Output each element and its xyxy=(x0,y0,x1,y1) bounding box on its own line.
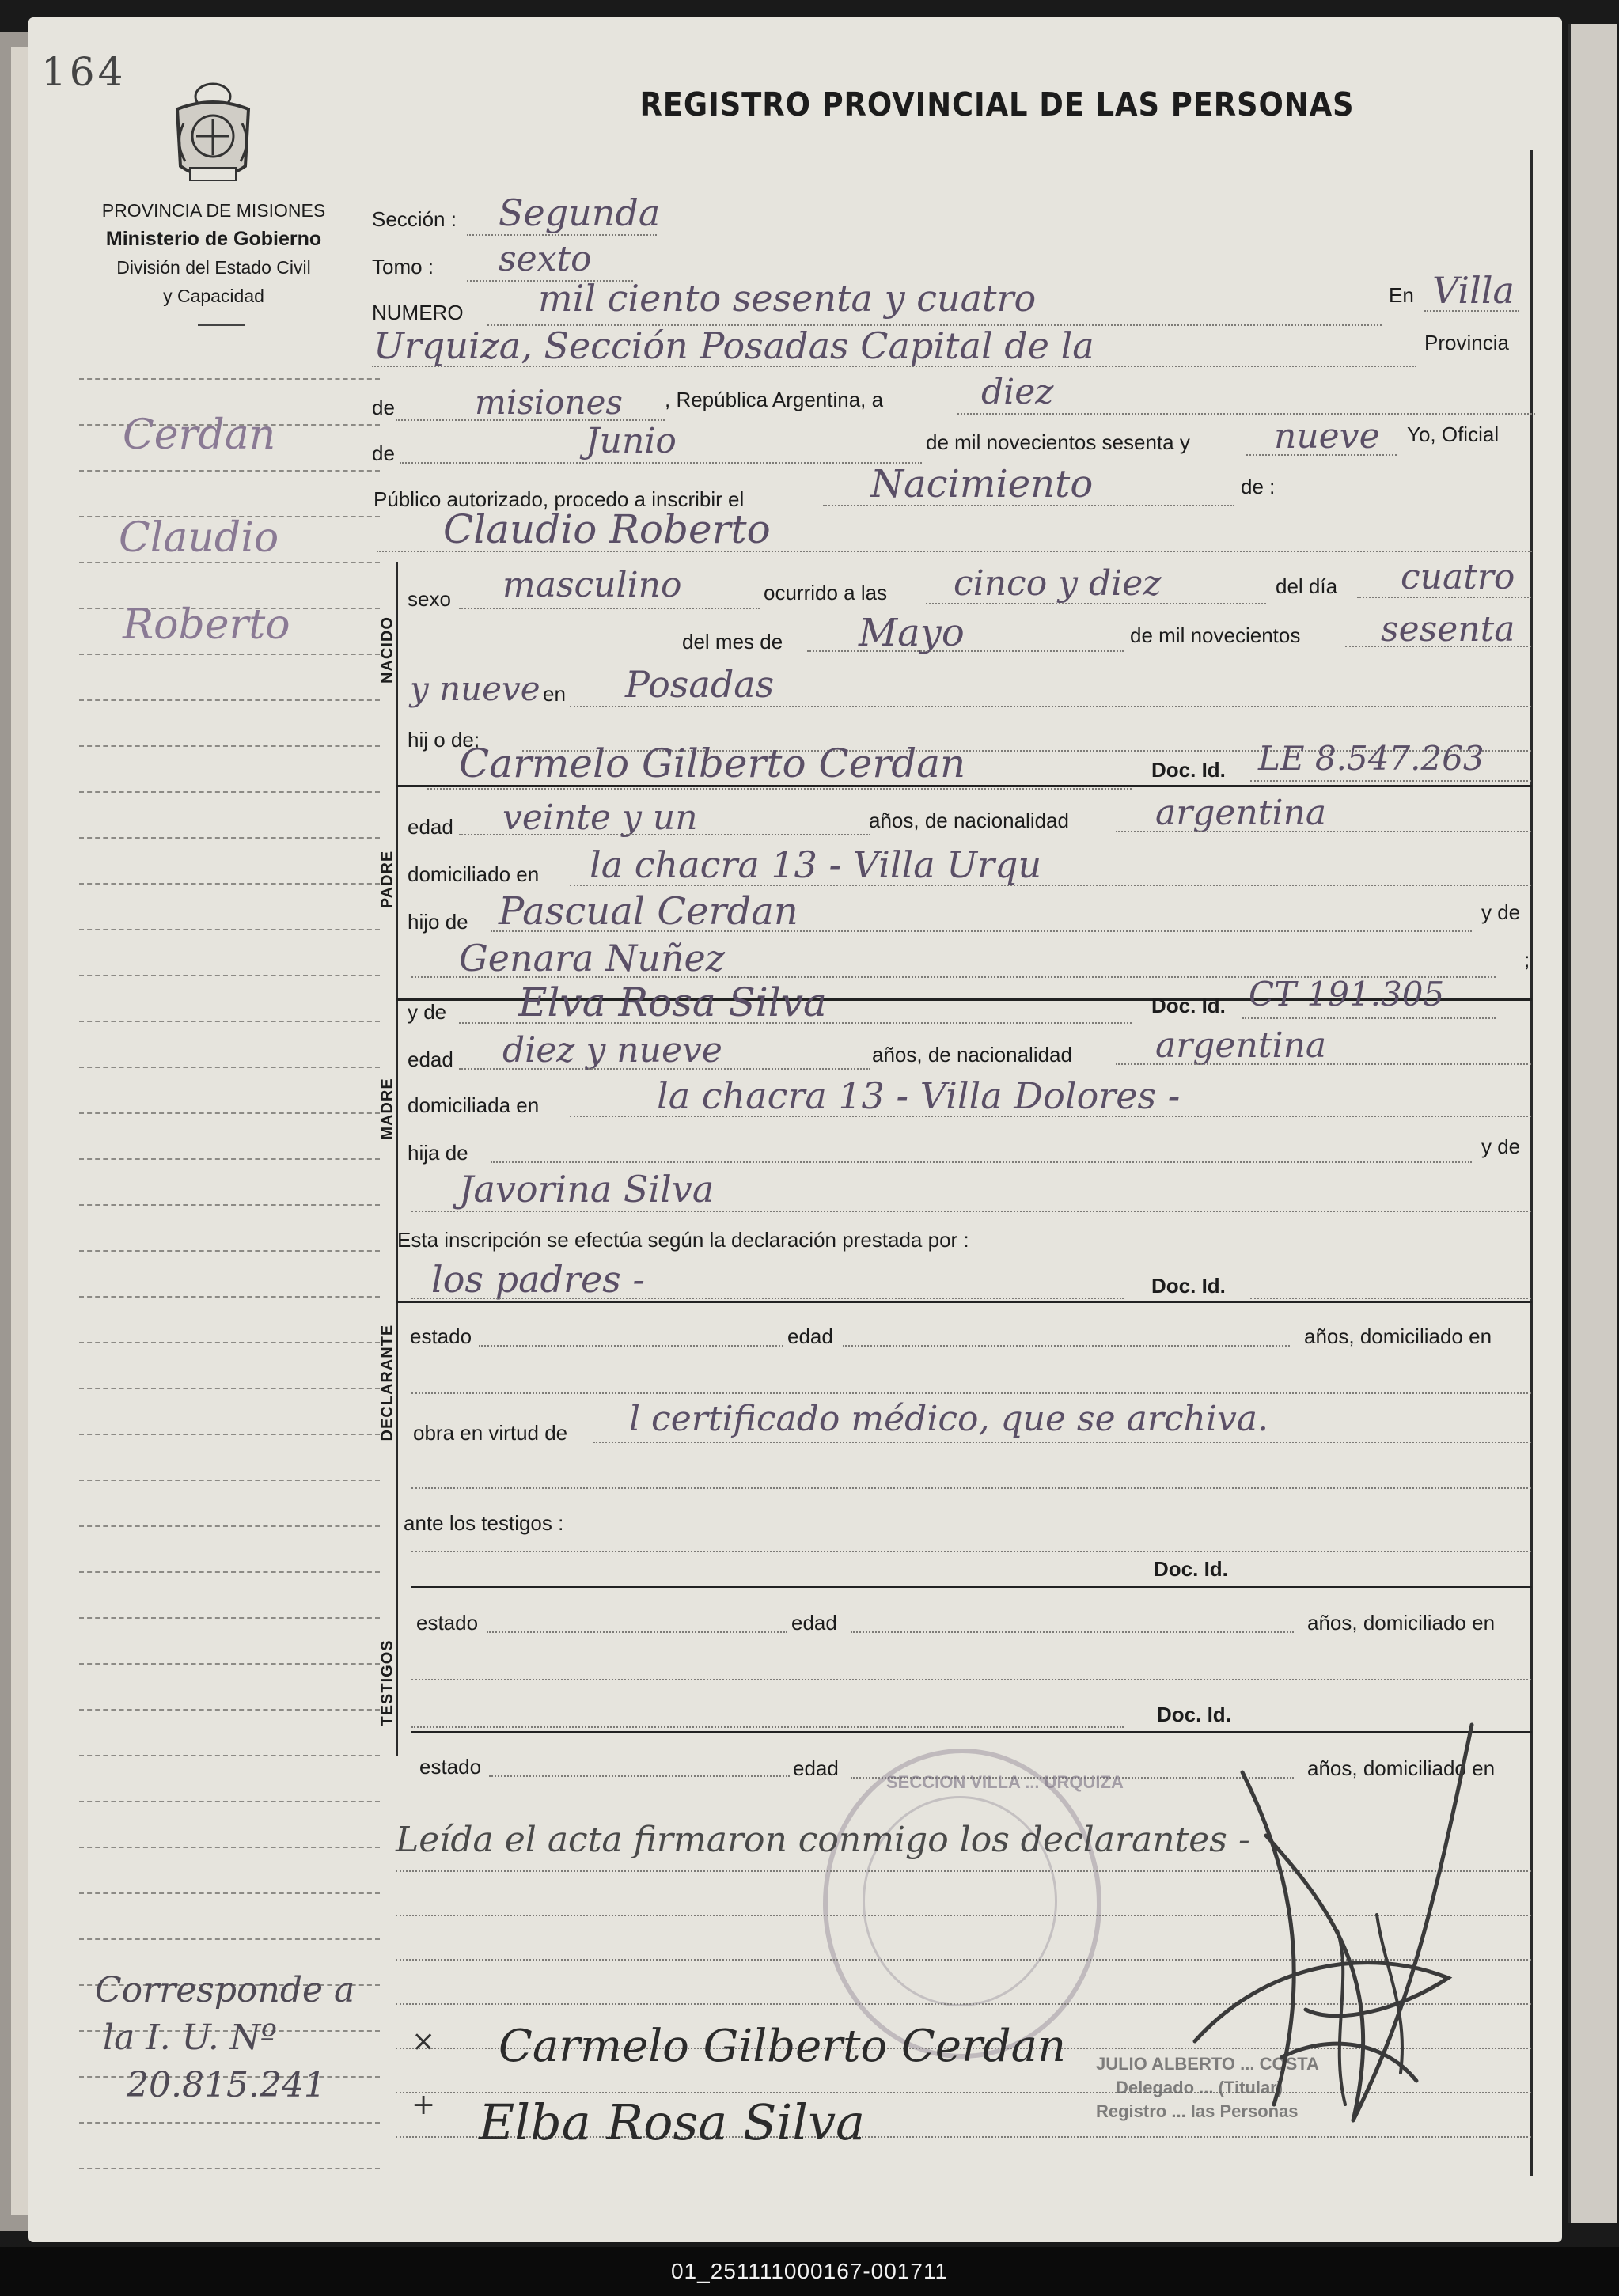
padre-y-de: y de xyxy=(1481,900,1521,924)
margin-rule-line xyxy=(79,1250,380,1252)
nacido-label: NACIDO xyxy=(378,616,396,684)
hijo-label: hij o de; xyxy=(408,728,480,752)
dept-line1: PROVINCIA DE MISIONES xyxy=(101,200,326,221)
padre-y-de2: y de xyxy=(408,1000,447,1024)
margin-rule-line xyxy=(79,1067,380,1068)
padre-edad-label: edad xyxy=(408,815,453,839)
margin-rule-line xyxy=(79,745,380,747)
margin-rule-line xyxy=(79,1434,380,1435)
page-number: 164 xyxy=(41,49,127,95)
margin-rule-line xyxy=(79,699,380,701)
seccion-label: Sección : xyxy=(372,207,457,231)
document-title: REGISTRO PROVINCIAL DE LAS PERSONAS xyxy=(639,85,1355,123)
en-label: En xyxy=(1389,283,1414,307)
testigo2-anios-label: años, domiciliado en xyxy=(1307,1756,1496,1780)
numero-label: NUMERO xyxy=(372,301,464,324)
margin-rule-line xyxy=(79,1938,380,1940)
madre-y-de: y de xyxy=(1481,1135,1521,1158)
margin-rule-line xyxy=(79,1112,380,1114)
padre-dom-value: la chacra 13 - Villa Urqu xyxy=(590,843,1042,886)
mes-dots xyxy=(400,462,922,464)
dept-line2: Ministerio de Gobierno xyxy=(105,228,322,250)
official-title: Delegado ... (Titular) xyxy=(1116,2078,1283,2097)
padre-nac-dots xyxy=(1116,831,1531,832)
margin-rule-line xyxy=(79,1892,380,1894)
margin-rule-line xyxy=(79,1617,380,1619)
cross-mark-1: × xyxy=(411,2025,436,2058)
testigo1-estado-dots xyxy=(487,1631,787,1633)
madre-dom-label: domiciliada en xyxy=(408,1093,540,1117)
declarante-label: DECLARANTE xyxy=(378,1324,396,1442)
testigo1-doc-label: Doc. Id. xyxy=(1154,1557,1228,1581)
margin-rule-line xyxy=(79,883,380,885)
madre-edad-label: edad xyxy=(408,1048,453,1071)
nacido-lugar-dots xyxy=(570,706,1531,707)
testigo1-edad-label: edad xyxy=(791,1611,837,1635)
en-value: Villa xyxy=(1432,269,1515,312)
declarante-nombre-dots xyxy=(411,1298,1124,1299)
declarante-doc-label: Doc. Id. xyxy=(1151,1274,1226,1298)
madre-dom-value: la chacra 13 - Villa Dolores - xyxy=(657,1074,1181,1117)
padre-nac-value: argentina xyxy=(1155,793,1327,833)
madre-abuela: Javorina Silva xyxy=(459,1168,715,1211)
declarante-top-rule xyxy=(396,1301,1532,1303)
margin-rule-line xyxy=(79,1663,380,1665)
declarante-edad-dots xyxy=(843,1345,1290,1347)
margin-rule-line xyxy=(79,1296,380,1298)
madre-label: MADRE xyxy=(378,1078,396,1140)
acto-dots xyxy=(823,505,1234,506)
province-seal-icon xyxy=(166,79,260,190)
next-page-edge xyxy=(1568,24,1617,2223)
margin-name1: Claudio xyxy=(119,514,279,562)
padre-doc-label: Doc. Id. xyxy=(1151,758,1226,782)
obra-value: l certificado médico, que se archiva. xyxy=(629,1399,1269,1439)
testigos-dots1 xyxy=(411,1551,1531,1552)
declarante-doc-dots xyxy=(1250,1298,1531,1299)
tomo-value: sexto xyxy=(499,239,592,279)
obra-dots2 xyxy=(411,1487,1531,1489)
testigo2-doc-label: Doc. Id. xyxy=(1157,1703,1231,1726)
stamp-text: SECCION VILLA ... URQUIZA xyxy=(886,1772,1124,1792)
testigo2-nombre-dots xyxy=(411,1726,1124,1728)
margin-rule-line xyxy=(79,2122,380,2124)
declarante-dom-dots xyxy=(411,1392,1531,1394)
declarante-estado-label: estado xyxy=(410,1324,472,1348)
padre-nombre: Carmelo Gilberto Cerdan xyxy=(459,741,966,786)
margin-name2: Roberto xyxy=(123,601,290,649)
madre-doc-label: Doc. Id. xyxy=(1151,994,1226,1017)
declarante-estado-dots xyxy=(479,1345,783,1347)
margin-rule-line xyxy=(79,2168,380,2169)
padre-padre-de: Pascual Cerdan xyxy=(499,889,798,934)
madre-nombre-dots xyxy=(459,1022,1132,1024)
provincia-label: Provincia xyxy=(1424,331,1509,354)
dia-dots xyxy=(957,413,1535,415)
margin-rule-line xyxy=(79,1709,380,1711)
nacido-en-label: en xyxy=(543,682,566,706)
testigos-label: TESTIGOS xyxy=(378,1639,396,1726)
mes-label: del mes de xyxy=(682,630,783,654)
madre-nac-dots xyxy=(1116,1063,1531,1065)
dept-line4: y Capacidad xyxy=(163,286,264,306)
margin-rule-line xyxy=(79,1801,380,1802)
margin-rule-line xyxy=(79,837,380,839)
de2-label: de xyxy=(372,441,395,465)
margin-note3: 20.815.241 xyxy=(127,2065,326,2105)
nacido-mes-dots xyxy=(807,650,1124,652)
mes-value: Junio xyxy=(586,421,677,461)
declarante-edad-label: edad xyxy=(787,1324,833,1348)
margin-rule-line xyxy=(79,470,380,472)
margin-rule-line xyxy=(79,1755,380,1756)
seccion-dots xyxy=(467,234,657,236)
right-frame-line xyxy=(1530,150,1533,2176)
margin-note2: la I. U. Nº xyxy=(103,2018,277,2058)
mil-label: de mil novecientos xyxy=(1130,623,1301,647)
ocurrido-label: ocurrido a las xyxy=(764,581,888,604)
image-id-footer: 01_251111000167-001711 xyxy=(0,2247,1619,2296)
ante-testigos-label: ante los testigos : xyxy=(404,1511,564,1535)
margin-surname: Cerdan xyxy=(123,411,276,459)
sexo-value: masculino xyxy=(502,565,682,605)
obra-dots xyxy=(593,1442,1531,1443)
padre-dom-dots xyxy=(570,885,1531,886)
provincia-value: misiones xyxy=(475,383,623,422)
testigo2-estado-dots xyxy=(489,1775,790,1777)
anio-label: de mil novecientos sesenta y xyxy=(926,430,1190,454)
padre-label: PADRE xyxy=(378,850,396,909)
nacido-dia-value: cuatro xyxy=(1401,557,1515,597)
testigo1-estado-label: estado xyxy=(416,1611,479,1635)
padre-nac-label: años, de nacionalidad xyxy=(869,809,1069,832)
de-label: de xyxy=(372,396,395,419)
declarante-nombre: los padres - xyxy=(431,1258,645,1301)
padre-hijo-label: hijo de xyxy=(408,910,468,934)
seccion-value: Segunda xyxy=(499,191,661,234)
testigo1-anios-label: años, domiciliado en xyxy=(1307,1611,1496,1635)
lugar-dots xyxy=(372,366,1416,367)
tomo-label: Tomo : xyxy=(372,255,434,278)
padre-padre-dots xyxy=(491,930,1472,932)
dept-divider xyxy=(198,324,245,326)
nacido-lugar-value: Posadas xyxy=(625,663,775,706)
department-block xyxy=(71,196,356,310)
padre-nombre-dots xyxy=(427,788,1132,790)
madre-edad-dots xyxy=(459,1068,870,1070)
hora-dots xyxy=(926,603,1266,604)
madre-nac-label: años, de nacionalidad xyxy=(872,1043,1072,1067)
anio-value: nueve xyxy=(1274,416,1380,457)
obra-label: obra en virtud de xyxy=(413,1421,568,1445)
dept-line3: División del Estado Civil xyxy=(116,257,311,278)
dia-value: diez xyxy=(981,372,1054,412)
de3-label: de : xyxy=(1241,475,1276,498)
margin-rule-line xyxy=(79,1388,380,1389)
testigo2-estado-label: estado xyxy=(419,1755,482,1779)
padre-doc-value: LE 8.547.263 xyxy=(1258,739,1484,778)
left-section-line xyxy=(396,562,398,1756)
official-office: Registro ... las Personas xyxy=(1096,2101,1299,2121)
margin-rule-line xyxy=(79,1158,380,1160)
madre-hija-dots xyxy=(491,1161,1472,1163)
testigo1-dom-dots xyxy=(411,1679,1531,1680)
margin-rule-line xyxy=(79,1204,380,1206)
signature-mother: Elba Rosa Silva xyxy=(479,2093,866,2151)
sexo-label: sexo xyxy=(408,587,451,611)
padre-madre-de: Genara Nuñez xyxy=(459,937,726,979)
madre-hija-label: hija de xyxy=(408,1141,468,1165)
madre-doc-dots xyxy=(1242,1017,1496,1019)
publico-label: Público autorizado, procedo a inscribir el xyxy=(373,487,745,511)
margin-rule-line xyxy=(79,975,380,976)
padre-semicolon: ; xyxy=(1524,948,1530,972)
margin-rule-line xyxy=(79,1525,380,1527)
cross-mark-2: + xyxy=(411,2089,436,2121)
margin-rule-line xyxy=(79,791,380,793)
margin-rule-line xyxy=(79,562,380,563)
padre-dom-label: domiciliado en xyxy=(408,862,540,886)
margin-rule-line xyxy=(79,1847,380,1848)
madre-dom-dots xyxy=(570,1116,1531,1117)
oficial-label: Yo, Oficial xyxy=(1407,422,1500,446)
nombre-value: Claudio Roberto xyxy=(443,506,771,552)
padre-edad-dots xyxy=(459,834,870,835)
testigo2-edad-label: edad xyxy=(793,1756,839,1780)
margin-rule-line xyxy=(79,929,380,930)
official-name: JULIO ALBERTO ... COSTA xyxy=(1096,2054,1319,2074)
nacido-mes-value: Mayo xyxy=(859,611,965,655)
nacido-bottom-rule xyxy=(396,785,1532,787)
madre-nombre: Elva Rosa Silva xyxy=(518,979,827,1025)
margin-rule-line xyxy=(79,1480,380,1481)
hora-value: cinco y diez xyxy=(954,563,1162,604)
lugar-value: Urquiza, Sección Posadas Capital de la xyxy=(373,324,1094,367)
margin-rule-line xyxy=(79,654,380,655)
signature-father: Carmelo Gilberto Cerdan xyxy=(499,2021,1067,2072)
nacido-dia-dots xyxy=(1357,597,1531,598)
acto-value: Nacimiento xyxy=(870,462,1094,506)
nacido-anio2-value: y nueve xyxy=(410,669,540,708)
margin-rule-line xyxy=(79,1342,380,1343)
padre-doc-dots xyxy=(1250,780,1531,782)
madre-doc-value: CT 191.305 xyxy=(1249,975,1445,1013)
republica-label: , República Argentina, a xyxy=(665,388,884,411)
declarante-anios-label: años, domiciliado en xyxy=(1304,1324,1492,1348)
del-dia-label: del día xyxy=(1276,574,1338,598)
testigo1-edad-dots xyxy=(851,1631,1294,1633)
margin-rule-line xyxy=(79,378,380,380)
en-dots xyxy=(1424,310,1519,312)
anio-dots xyxy=(1246,454,1397,456)
margin-rule-line xyxy=(79,1021,380,1022)
testigo1-rule xyxy=(411,1586,1532,1588)
nacido-anio-dots xyxy=(1345,646,1531,647)
numero-value: mil ciento sesenta y cuatro xyxy=(538,277,1037,320)
sexo-dots xyxy=(459,608,760,609)
margin-note1: Corresponde a xyxy=(95,1970,355,2010)
declarante-intro: Esta inscripción se efectúa según la declaración prestada por : xyxy=(397,1228,969,1252)
official-signature xyxy=(1147,1709,1480,2156)
margin-rule-line xyxy=(79,1571,380,1573)
madre-edad-value: diez y nueve xyxy=(502,1030,722,1070)
leida-text: Leída el acta firmaron conmigo los declarantes - xyxy=(396,1820,1250,1860)
nombre-dots xyxy=(377,551,1532,552)
madre-abuela-dots xyxy=(411,1211,1531,1212)
madre-nac-value: argentina xyxy=(1155,1025,1327,1066)
nacido-anio-value: sesenta xyxy=(1381,609,1515,650)
padre-edad-value: veinte y un xyxy=(502,798,698,838)
